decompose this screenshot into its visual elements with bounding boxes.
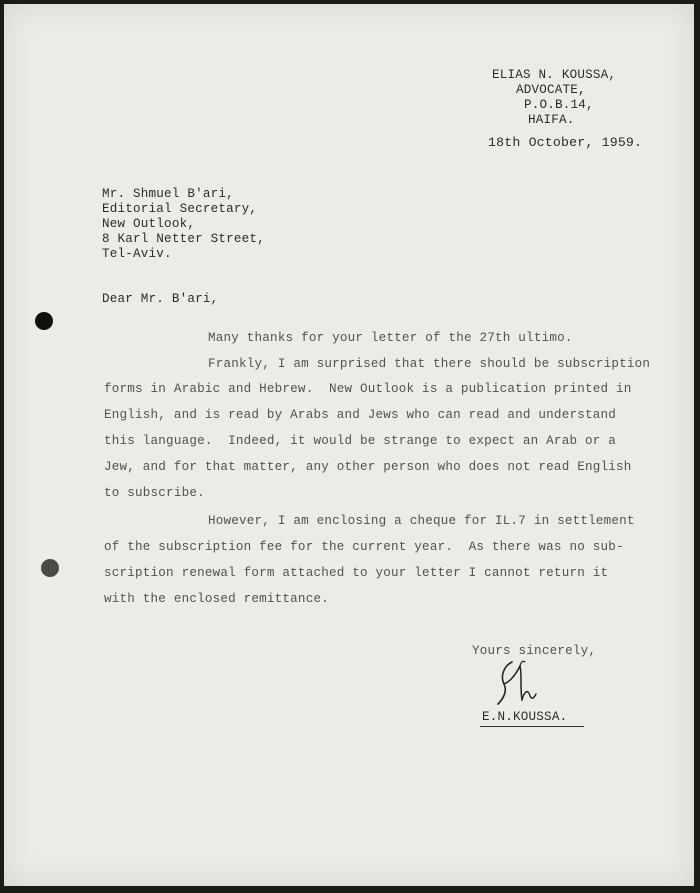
letter-page <box>4 4 694 886</box>
sender-pobox: P.O.B.14, <box>524 98 594 112</box>
handwritten-signature <box>490 652 550 712</box>
sender-city: HAIFA. <box>528 113 575 127</box>
body-paragraph-3-line: scription renewal form attached to your letter I cannot return it <box>104 566 609 580</box>
sender-title: ADVOCATE, <box>516 83 586 97</box>
recipient-city: Tel-Aviv. <box>102 247 172 261</box>
body-paragraph-1: Many thanks for your letter of the 27th ultimo. <box>208 331 573 345</box>
punch-hole <box>41 559 59 577</box>
body-paragraph-2-line: Jew, and for that matter, any other person who does not read English <box>104 460 632 474</box>
recipient-title: Editorial Secretary, <box>102 202 258 216</box>
closing: Yours sincerely, <box>472 644 597 658</box>
body-paragraph-3-line: However, I am enclosing a cheque for IL.7 in settlement <box>208 514 635 528</box>
salutation: Dear Mr. B'ari, <box>102 292 219 306</box>
body-paragraph-2-line: forms in Arabic and Hebrew. New Outlook is a publication printed in <box>104 382 632 396</box>
body-paragraph-3-line: with the enclosed remittance. <box>104 592 329 606</box>
letter-date: 18th October, 1959. <box>488 135 643 150</box>
signature-name: E.N.KOUSSA. <box>482 710 568 724</box>
body-paragraph-3-line: of the subscription fee for the current year. As there was no sub- <box>104 540 624 554</box>
recipient-street: 8 Karl Netter Street, <box>102 232 265 246</box>
body-paragraph-2-line: to subscribe. <box>104 486 205 500</box>
recipient-name: Mr. Shmuel B'ari, <box>102 187 234 201</box>
signature-underline <box>480 726 584 727</box>
body-paragraph-2-line: Frankly, I am surprised that there should be subscription <box>208 357 651 371</box>
punch-hole <box>35 312 53 330</box>
body-paragraph-2-line: English, and is read by Arabs and Jews who can read and understand <box>104 408 616 422</box>
sender-name: ELIAS N. KOUSSA, <box>492 68 617 82</box>
body-paragraph-2-line: this language. Indeed, it would be strange to expect an Arab or a <box>104 434 616 448</box>
recipient-publication: New Outlook, <box>102 217 196 231</box>
